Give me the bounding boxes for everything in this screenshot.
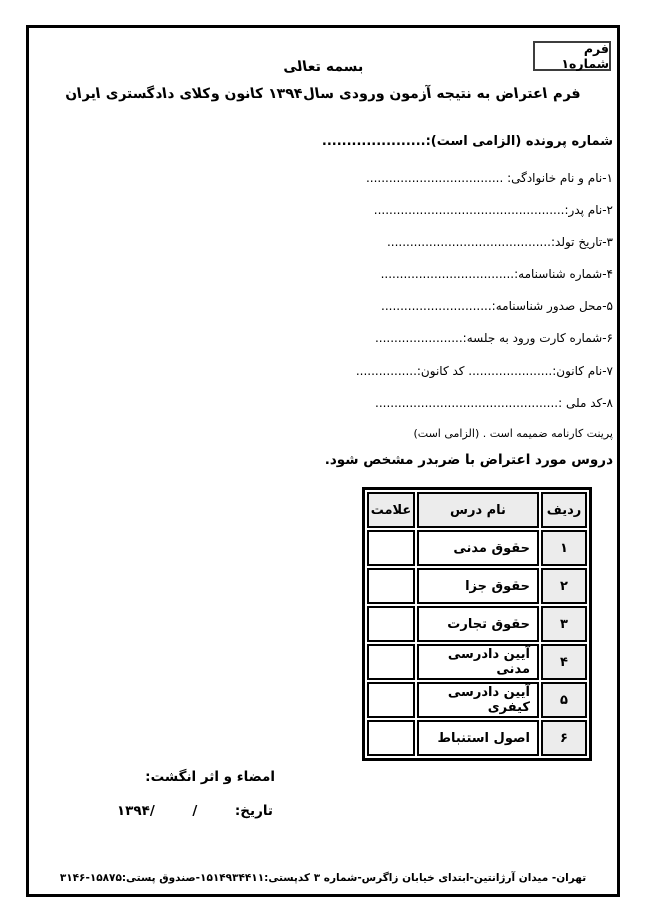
table-row [367, 720, 587, 756]
table-row [367, 644, 587, 680]
table-row [367, 530, 587, 566]
case-number-line: شماره پرونده (الزامی است):..................... [321, 134, 613, 149]
field-id-number: ۴-شماره شناسنامه:................................... [380, 267, 613, 281]
subject-name-cell: حقوق مدنی [417, 530, 539, 566]
date-line: تاریخ: / /۱۳۹۴ [116, 803, 273, 819]
subject-name-cell: حقوق تجارت [417, 606, 539, 642]
table-header-row [367, 492, 587, 528]
field-national-code: ۸-کد ملی :................................................ [375, 396, 613, 410]
row-number-cell: ۶ [541, 720, 587, 756]
subject-name-cell: آیین دادرسی مدنی [417, 644, 539, 680]
field-father-name: ۲-نام پدر:.................................................. [373, 203, 613, 217]
mark-cell [367, 568, 415, 604]
mark-cell [367, 644, 415, 680]
page-border [26, 25, 620, 897]
form-number-label: فرم شماره۱ [561, 41, 609, 71]
table-row [367, 606, 587, 642]
field-bar-name-and-code: ۷-نام کانون:...................... کد کانون:................ [355, 364, 613, 378]
subject-name-cell: اصول استنباط [417, 720, 539, 756]
header-cell-mark: علامت [367, 492, 415, 528]
header-cell-row: ردیف [541, 492, 587, 528]
field-birth-date: ۳-تاریخ تولد:........................................... [386, 235, 613, 249]
table-row [367, 568, 587, 604]
field-fullname: ۱-نام و نام خانوادگی: .................................... [365, 171, 613, 185]
mark-cell [367, 720, 415, 756]
table-row [367, 682, 587, 718]
subjects-table [362, 487, 592, 761]
attachment-note: پرینت کارنامه ضمیمه است . (الزامی است) [413, 427, 613, 440]
row-number-cell: ۵ [541, 682, 587, 718]
row-number-cell: ۴ [541, 644, 587, 680]
mark-cell [367, 606, 415, 642]
mark-cell [367, 530, 415, 566]
mark-cell [367, 682, 415, 718]
bismillah-line [29, 59, 617, 75]
row-number-cell: ۳ [541, 606, 587, 642]
footer-address: تهران- میدان آرژانتین-ابتدای خیابان زاگرس-شماره ۳ کدپستی:۱۵۱۴۹۳۴۴۱۱-صندوق پستی:۱۵۸۷۵-۳۱۴۶ [59, 872, 587, 884]
row-number-cell: ۱ [541, 530, 587, 566]
subject-name-cell: حقوق جزا [417, 568, 539, 604]
table-instruction: دروس مورد اعتراض با ضربدر مشخص شود. [324, 452, 613, 468]
form-title: فرم اعتراض به نتیجه آزمون ورودی سال۱۳۹۴ کانون وکلای دادگستری ایران [64, 86, 582, 102]
form-title-line [29, 86, 617, 102]
bismillah-text: بسمه تعالی [281, 59, 365, 75]
subject-name-cell: آیین دادرسی کیفری [417, 682, 539, 718]
field-exam-card-number: ۶-شماره کارت ورود به جلسه:....................... [374, 331, 613, 345]
header-cell-subject: نام درس [417, 492, 539, 528]
row-number-cell: ۲ [541, 568, 587, 604]
signature-label: امضاء و اثر انگشت: [145, 769, 275, 785]
field-id-issue-place: ۵-محل صدور شناسنامه:............................. [381, 299, 613, 313]
